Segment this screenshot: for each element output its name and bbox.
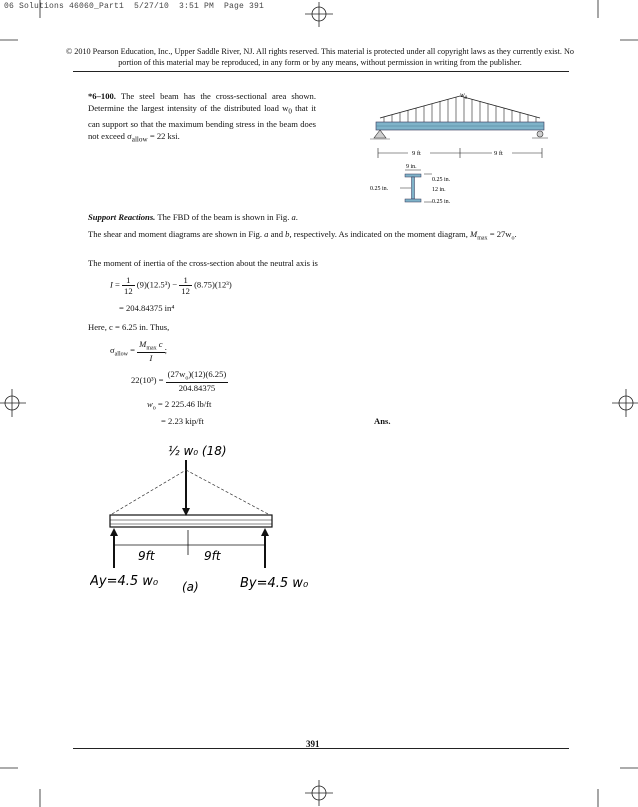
- statement-part3: = 22 ksi.: [147, 130, 180, 141]
- w-result: $w_o = 2$ 225.46 lb/ft: [147, 399, 212, 412]
- depth-label: 12 in.: [432, 187, 446, 193]
- inertia-equation: I = $\frac{1}{12}$ (9)(12.5³) − $\frac{1}{12}$ (8.75)(12³): [110, 275, 232, 296]
- span-left-label: 9 ft: [412, 150, 421, 157]
- bottom-thk-label: 0.25 in.: [432, 199, 451, 205]
- resultant-label: ½ w₀ (18): [168, 444, 227, 458]
- stress-formula: $\sigma_{allow}$ = $\frac{M_{max} c}{I}$ ;: [110, 339, 168, 363]
- pin-support: [374, 130, 386, 138]
- statement-part1: The steel beam has the cross-sectional area shown. Determine the largest intensity of the distributed load w: [88, 91, 316, 113]
- support-reactions: Support Reactions. The FBD of the beam is shown in Fig. a.: [88, 212, 298, 222]
- sketch-span-left: 9ft: [138, 549, 155, 563]
- statement-part2: that it can support so that the maximum bending stress in the beam does not exceed σ: [88, 103, 316, 141]
- top-thk-label: 0.25 in.: [432, 177, 451, 183]
- page-number: 391: [306, 739, 320, 749]
- span-right-label: 9 ft: [494, 150, 503, 157]
- answer-tag: Ans.: [374, 416, 391, 426]
- sketch-beam: [110, 515, 272, 527]
- print-slug: 06 Solutions 46060_Part1 5/27/10 3:51 PM Page 391: [4, 2, 265, 11]
- reaction-b-label: By=4.5 w₀: [240, 576, 309, 591]
- flange-width-label: 9 in.: [406, 164, 417, 170]
- web-thk-label: 0.25 in.: [370, 186, 389, 192]
- w-final: = 2.23 kip/ft: [161, 416, 204, 426]
- problem-number: *6–100.: [88, 91, 116, 101]
- load-outline: [112, 470, 268, 514]
- sketch-span-right: 9ft: [204, 549, 221, 563]
- load-arrows: [384, 97, 536, 122]
- here-text: Here, c = 6.25 in. Thus,: [88, 322, 170, 332]
- copyright-notice: © 2010 Pearson Education, Inc., Upper Saddle River, NJ. All rights reserved. This material is protected under all copyright laws as they currently exist. No portion of this material may be reproduced, in any form or by any means, without permission in writing from the publisher.: [65, 47, 574, 67]
- inertia-text: The moment of inertia of the cross-section about the neutral axis is: [88, 258, 318, 268]
- reaction-a-label: Ay=4.5 w₀: [90, 574, 159, 589]
- statement-sub: 0: [288, 107, 292, 116]
- inertia-result: = 204.84375 in⁴: [119, 303, 175, 313]
- roller-support: [537, 131, 543, 137]
- shear-moment-text: The shear and moment diagrams are shown in Fig. a and b, respectively. As indicated on the moment diagram, $M_{max} = 27w_o$.: [88, 229, 517, 242]
- load-label: $w_0$: [460, 91, 468, 101]
- fbd-sketch: [90, 440, 310, 600]
- beam-figure: [368, 88, 568, 213]
- support-heading: Support Reactions.: [88, 212, 156, 222]
- figure-a-label: (a): [182, 580, 199, 594]
- problem-statement: [88, 90, 316, 145]
- statement-allow: allow: [131, 135, 148, 144]
- substitution-equation: 22(10³) = $\frac{(27w_o)(12)(6.25)}{204.84375}$: [131, 369, 227, 393]
